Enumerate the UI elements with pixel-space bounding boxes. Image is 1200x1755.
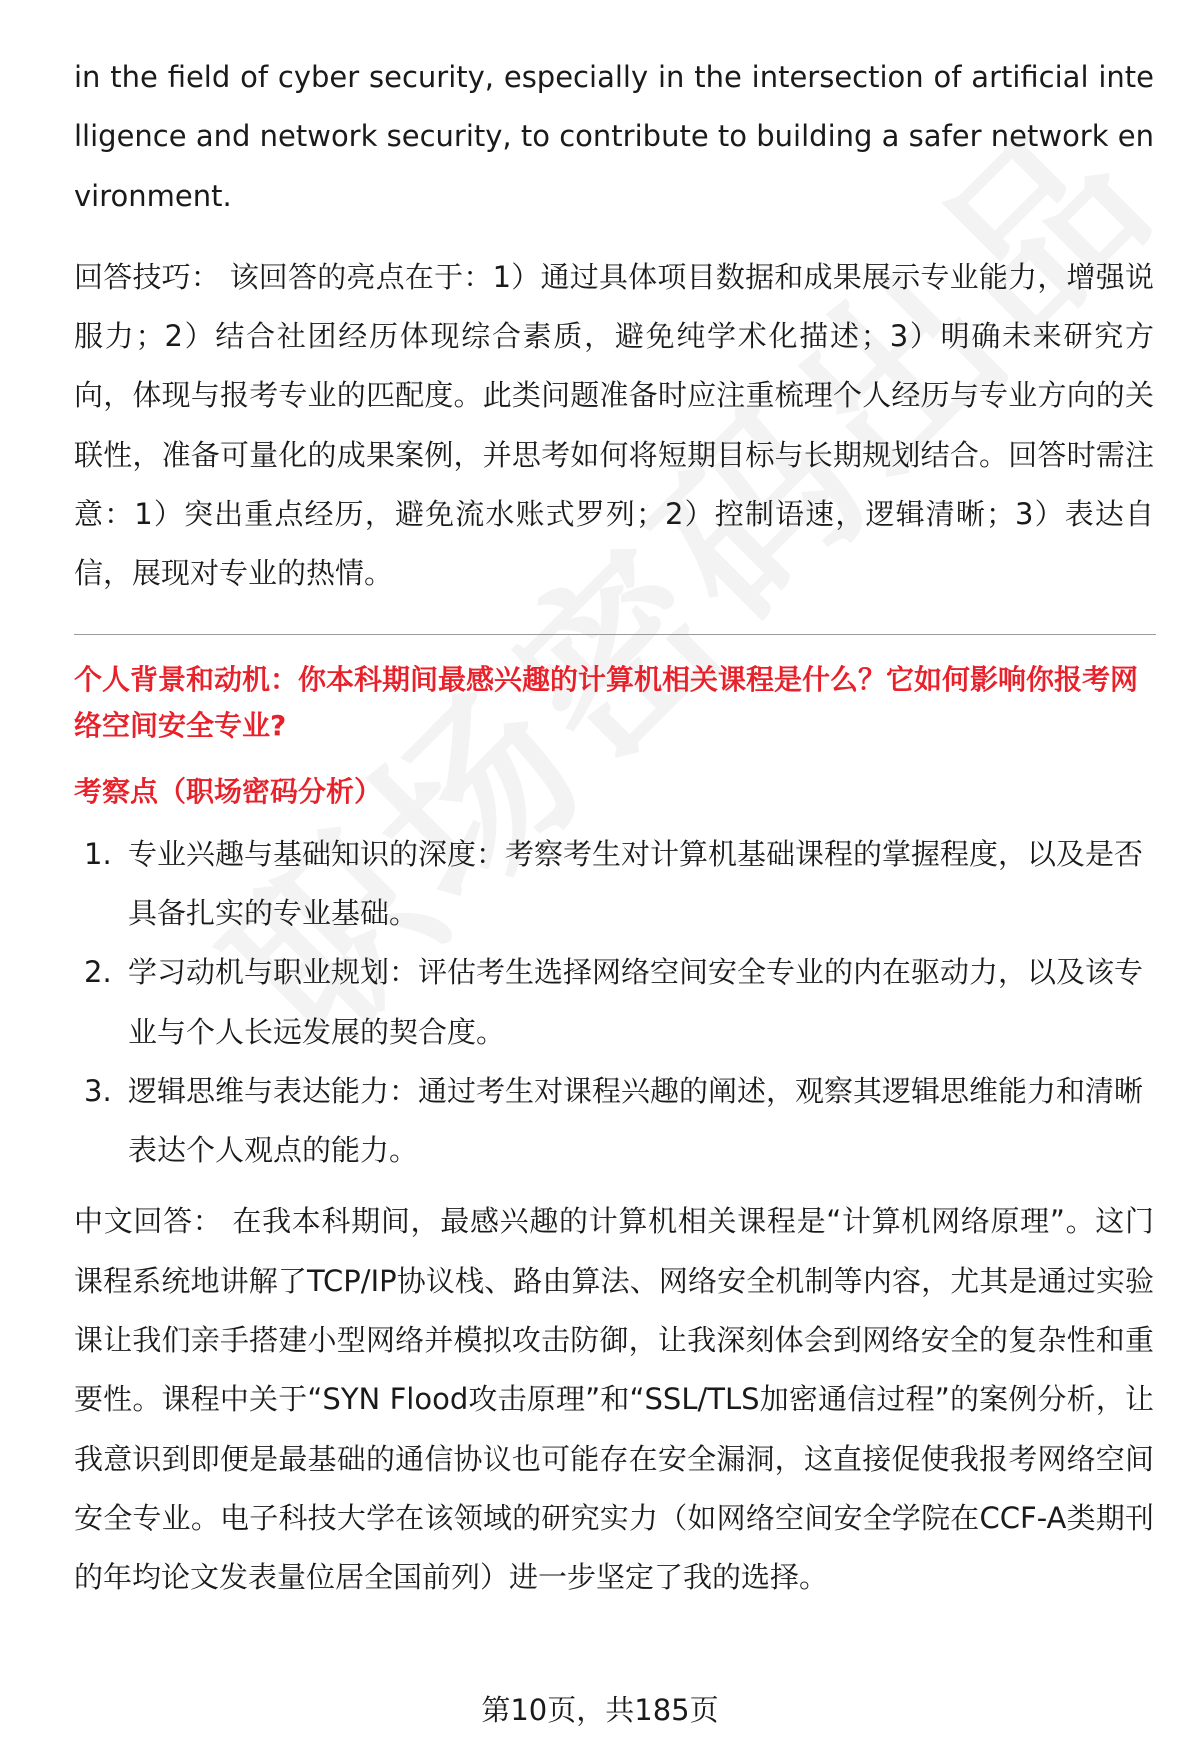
list-item-text: 逻辑思维与表达能力：通过考生对课程兴趣的阐述，观察其逻辑思维能力和清晰表达个人观点的能力。 [128,1073,1144,1168]
section-divider [74,634,1156,635]
assessment-points-heading: 考察点（职场密码分析） [74,774,383,808]
list-item [74,825,1154,944]
list-item [74,943,1154,1062]
intro-paragraph: in the field of cyber security, especially in the intersection of artificial intelligence and network security, to contribute to building a safer network environment. [74,60,1154,213]
list-item-text: 学习动机与职业规划：评估考生选择网络空间安全专业的内在驱动力，以及该专业与个人长远发展的契合度。 [128,955,1144,1049]
list-item-number: 1. [84,836,112,871]
list-item-number: 3. [84,1073,112,1108]
assessment-points-list [74,825,1154,1181]
page-number: 第10页，共185页 [481,1693,719,1727]
list-item-text: 专业兴趣与基础知识的深度：考察考生对计算机基础课程的掌握程度，以及是否具备扎实的专业基础。 [128,836,1144,930]
question-title: 个人背景和动机：你本科期间最感兴趣的计算机相关课程是什么？它如何影响你报考网络空间安全专业? [74,662,1139,742]
answer-tips-paragraph: 回答技巧： 该回答的亮点在于：1）通过具体项目数据和成果展示专业能力，增强说服力；2）结合社团经历体现综合素质，避免纯学术化描述；3）明确未来研究方向，体现与报考专业的匹配度。此类问题准备时应注重梳理个人经历与专业方向的关联性，准备可量化的成果案例，并思考如何将短期目标与长期规划结合。回答时需注意：1）突出重点经历，避免流水账式罗列；2）控制语速，逻辑清晰；3）表达自信，展现对专业的热情。 [74,259,1154,591]
chinese-answer-paragraph: 中文回答： 在我本科期间，最感兴趣的计算机相关课程是“计算机网络原理”。这门课程系统地讲解了TCP/IP协议栈、路由算法、网络安全机制等内容，尤其是通过实验课让我们亲手搭建小型网络并模拟攻击防御，让我深刻体会到网络安全的复杂性和重要性。课程中关于“SYN Flood攻击原理”和“SSL/TLS加密通信过程”的案例分析，让我意识到即便是最基础的通信协议也可能存在安全漏洞，这直接促使我报考网络空间安全专业。电子科技大学在该领域的研究实力（如网络空间安全学院在CCF-A类期刊的年均论文发表量位居全国前列）进一步坚定了我的选择。 [74,1204,1154,1595]
list-item-number: 2. [84,955,112,990]
list-item [74,1062,1154,1181]
page-content [74,48,1154,1608]
